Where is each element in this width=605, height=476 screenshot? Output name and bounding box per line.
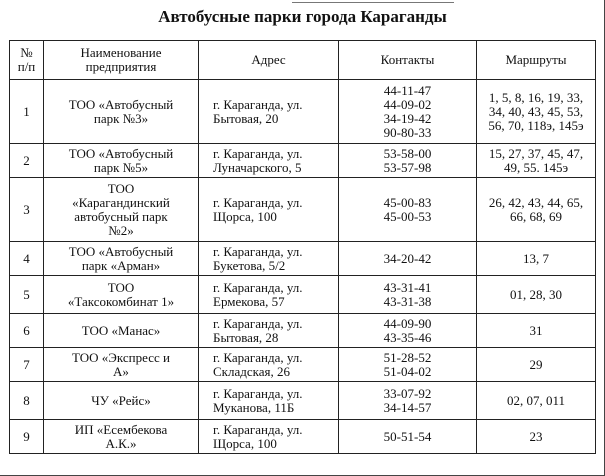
table-row	[10, 80, 596, 144]
cell-name-line: А.К.»	[105, 435, 137, 451]
cell-name	[44, 242, 199, 276]
cell-contacts-line: 51-28-52	[383, 349, 432, 365]
bus-parks-table	[9, 40, 596, 454]
table-row	[10, 420, 596, 454]
cell-name	[44, 348, 199, 382]
cell-address-line: г. Караганда, ул.	[213, 349, 303, 365]
table-row	[10, 382, 596, 420]
cell-num: 7	[10, 348, 44, 382]
cell-address-line: г. Караганда, ул.	[213, 194, 303, 210]
page-title: Автобусные парки города Караганды	[158, 7, 447, 26]
cell-contacts	[339, 348, 477, 382]
cell-contacts-line: 51-04-02	[383, 363, 432, 379]
table-body	[10, 80, 596, 454]
cell-routes-line: 02, 07, 011	[506, 392, 566, 408]
cell-routes	[477, 144, 596, 178]
cell-name-line: ТОО «Автобусный	[68, 243, 174, 259]
cell-routes	[477, 314, 596, 348]
header-name: Наименование предприятия	[44, 41, 199, 80]
cell-routes	[477, 178, 596, 242]
cell-contacts-line: 45-00-83	[383, 194, 432, 210]
cell-address-line: Муканова, 11Б	[213, 399, 295, 415]
cell-routes-line: 66, 68, 69	[510, 208, 562, 224]
cell-name-line: парк «Арман»	[81, 257, 161, 273]
cell-num: 2	[10, 144, 44, 178]
cell-num: 8	[10, 382, 44, 420]
cell-address	[199, 178, 339, 242]
cell-name-line: ИП «Есембекова	[74, 421, 168, 437]
cell-contacts	[339, 178, 477, 242]
cell-address-line: Бытовая, 28	[213, 329, 279, 345]
table-row	[10, 144, 596, 178]
table-row	[10, 276, 596, 314]
cell-name-line: парк №3»	[93, 110, 149, 126]
cell-routes	[477, 420, 596, 454]
cell-routes	[477, 80, 596, 144]
table-row	[10, 314, 596, 348]
cell-name	[44, 314, 199, 348]
header-address: Адрес	[199, 41, 339, 80]
table-row	[10, 178, 596, 242]
cell-address	[199, 382, 339, 420]
cell-address-line: г. Караганда, ул.	[213, 385, 303, 401]
cell-routes-line: 13, 7	[523, 250, 549, 266]
cell-contacts	[339, 382, 477, 420]
cell-name-line: автобусный парк	[74, 208, 168, 224]
cell-name-line: ТОО «Экспресс и	[72, 349, 170, 365]
cell-name-line: А»	[113, 363, 129, 379]
cell-routes-line: 26, 42, 43, 44, 65,	[488, 194, 584, 210]
cell-num: 6	[10, 314, 44, 348]
cell-contacts-line: 44-09-02	[383, 96, 432, 112]
cell-address	[199, 242, 339, 276]
cell-num: 9	[10, 420, 44, 454]
cell-address-line: Складская, 26	[213, 363, 290, 379]
cell-contacts-line: 90-80-33	[383, 124, 432, 140]
cell-address-line: г. Караганда, ул.	[213, 243, 303, 259]
cell-contacts-line: 33-07-92	[383, 385, 432, 401]
table-row	[10, 348, 596, 382]
cell-name-line: парк №5»	[93, 159, 149, 175]
table-header-row	[10, 41, 596, 80]
cell-contacts-line: 44-09-90	[383, 315, 432, 331]
cell-name	[44, 382, 199, 420]
cell-num: 4	[10, 242, 44, 276]
cell-contacts-line: 53-57-98	[383, 159, 432, 175]
cell-contacts-line: 50-51-54	[383, 428, 432, 444]
cell-routes-line: 1, 5, 8, 16, 19, 33,	[488, 89, 584, 105]
table-row	[10, 242, 596, 276]
cell-address-line: г. Караганда, ул.	[213, 96, 303, 112]
cell-name	[44, 276, 199, 314]
cell-name	[44, 144, 199, 178]
header-routes: Маршруты	[477, 41, 596, 80]
cell-name-line: «Карагандинский	[72, 194, 170, 210]
cell-address-line: г. Караганда, ул.	[213, 421, 303, 437]
cell-address	[199, 80, 339, 144]
cell-routes-line: 49, 55. 145э	[503, 159, 569, 175]
cell-name	[44, 80, 199, 144]
header-num: № п/п	[10, 41, 44, 80]
cropped-line	[292, 0, 454, 3]
cell-routes	[477, 242, 596, 276]
cell-address-line: Щорса, 100	[213, 208, 277, 224]
cell-contacts-line: 44-11-47	[383, 82, 432, 98]
cell-routes	[477, 348, 596, 382]
cell-address-line: г. Караганда, ул.	[213, 145, 303, 161]
cell-name-line: ТОО «Автобусный	[68, 96, 174, 112]
cell-address	[199, 348, 339, 382]
cell-contacts-line: 34-14-57	[383, 399, 432, 415]
cell-num: 5	[10, 276, 44, 314]
cell-contacts-line: 34-19-42	[383, 110, 432, 126]
cell-name-line: ТОО «Манас»	[81, 322, 161, 338]
cell-contacts-line: 43-35-46	[383, 329, 432, 345]
cell-routes-line: 23	[529, 428, 543, 444]
cell-contacts-line: 43-31-41	[383, 279, 432, 295]
cell-name-line: ТОО	[107, 180, 135, 196]
cell-name-line: №2»	[108, 222, 134, 238]
cell-routes	[477, 382, 596, 420]
cell-name	[44, 420, 199, 454]
cell-contacts-line: 43-31-38	[383, 293, 432, 309]
cell-routes-line: 31	[529, 322, 543, 338]
header-contacts: Контакты	[339, 41, 477, 80]
cell-routes-line: 29	[529, 356, 543, 372]
cell-routes	[477, 276, 596, 314]
cell-contacts	[339, 314, 477, 348]
cell-address-line: г. Караганда, ул.	[213, 315, 303, 331]
cell-address-line: Луначарского, 5	[213, 159, 302, 175]
cell-contacts-line: 34-20-42	[383, 250, 432, 266]
cell-contacts	[339, 80, 477, 144]
cell-routes-line: 01, 28, 30	[510, 286, 562, 302]
cell-address	[199, 420, 339, 454]
cell-address	[199, 144, 339, 178]
cell-name	[44, 178, 199, 242]
cell-name-line: ТОО «Автобусный	[68, 145, 174, 161]
cell-name-line: «Таксокомбинат 1»	[67, 293, 175, 309]
cell-address-line: Щорса, 100	[213, 435, 277, 451]
cell-num: 1	[10, 80, 44, 144]
cell-contacts-line: 45-00-53	[383, 208, 432, 224]
cell-num: 3	[10, 178, 44, 242]
cell-name-line: ТОО	[107, 279, 135, 295]
cell-address	[199, 276, 339, 314]
cell-address-line: г. Караганда, ул.	[213, 279, 303, 295]
cell-contacts-line: 53-58-00	[383, 145, 432, 161]
cell-routes-line: 56, 70, 118э, 145э	[488, 117, 584, 133]
cell-routes-line: 34, 40, 43, 45, 53,	[488, 103, 584, 119]
cell-contacts	[339, 144, 477, 178]
cell-contacts	[339, 276, 477, 314]
cell-address-line: Ермекова, 57	[213, 293, 285, 309]
cell-name-line: ЧУ «Рейс»	[91, 392, 151, 408]
cell-contacts	[339, 242, 477, 276]
cell-address-line: Бытовая, 20	[213, 110, 279, 126]
cell-address-line: Букетова, 5/2	[213, 257, 286, 273]
cell-routes-line: 15, 27, 37, 45, 47,	[488, 145, 584, 161]
cell-contacts	[339, 420, 477, 454]
cell-address	[199, 314, 339, 348]
